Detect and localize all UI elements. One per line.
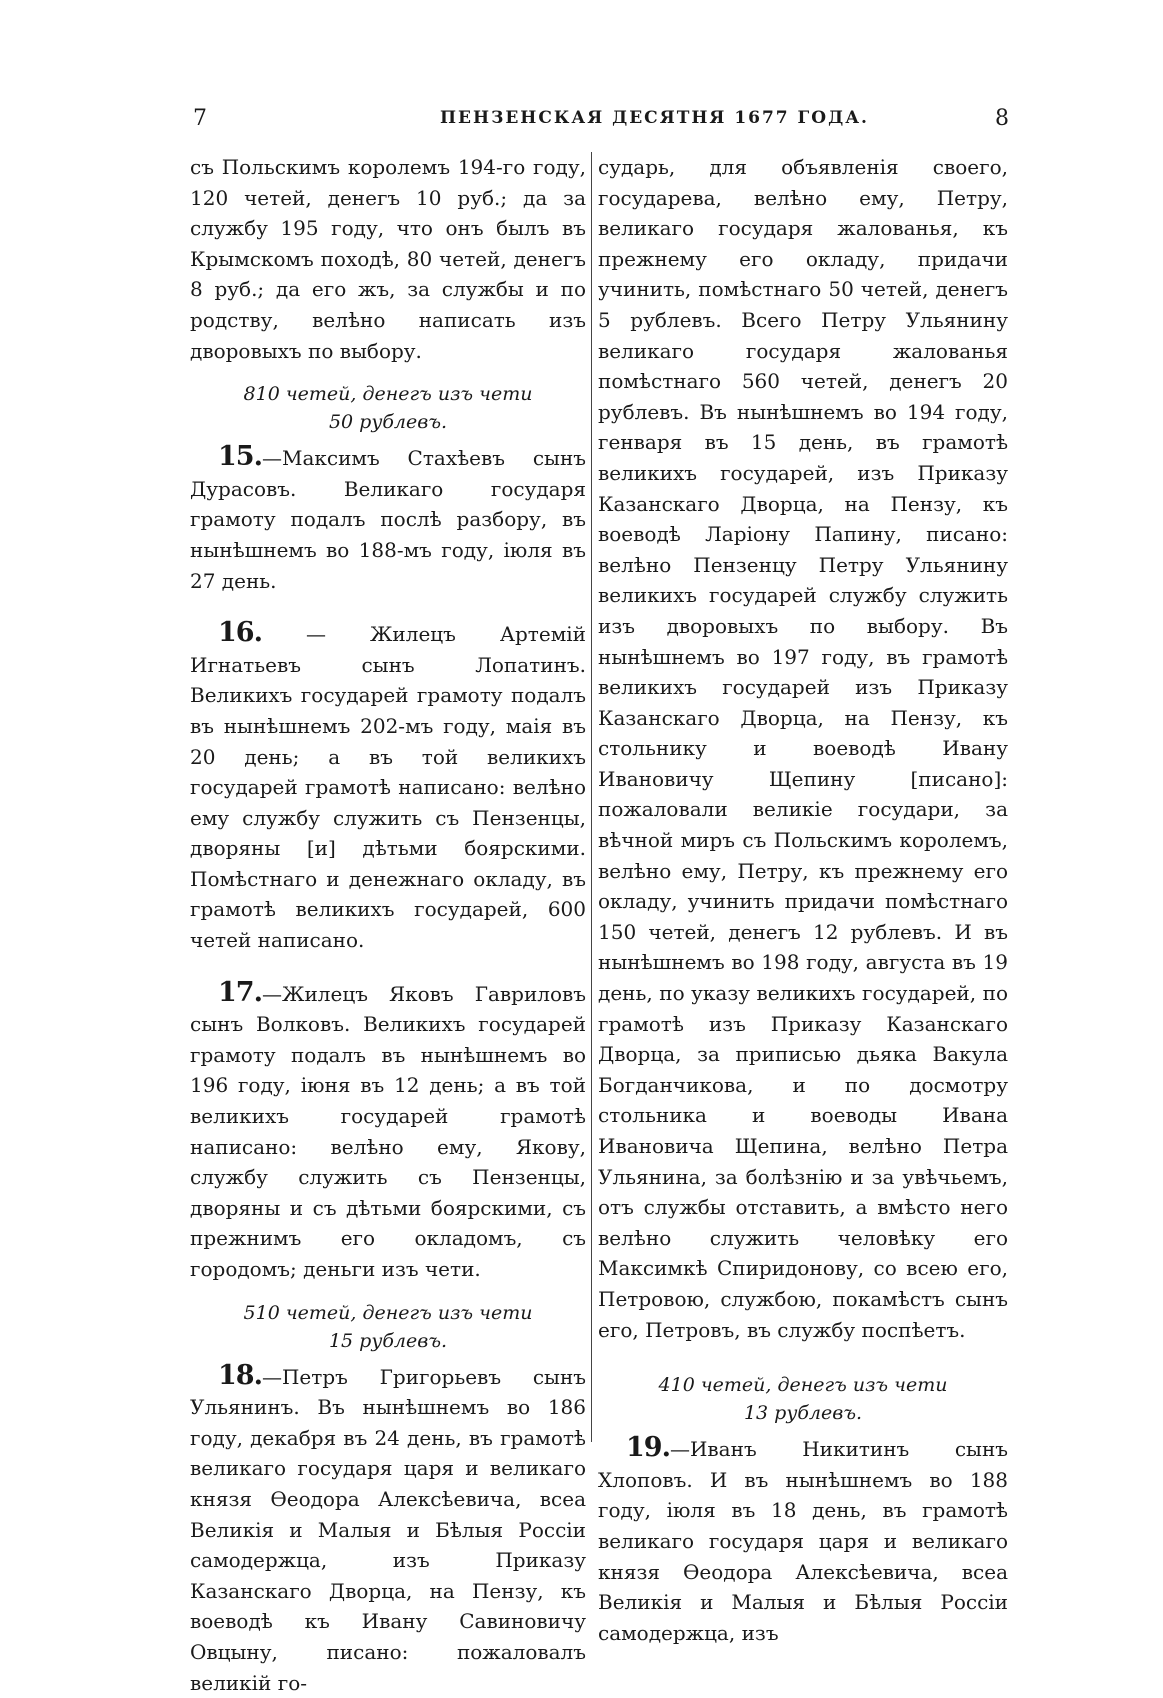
running-title: ПЕНЗЕНСКАЯ ДЕСЯТНЯ 1677 ГОДА. (440, 108, 869, 128)
entry-17 (190, 978, 586, 1285)
entry-19-text: —Иванъ Никитинъ сынъ Хлоповъ. И въ нынѣшнемъ во 188 году, іюля въ 18 день, въ грамотѣ великаго государя царя и великаго князя Ѳеодора Алексѣевича, всеа Великія и Малыя и Бѣлыя Россіи самодержца, изъ (598, 1437, 1008, 1645)
entry-17-number: 17. (218, 976, 262, 1008)
left-column (190, 152, 586, 1698)
spacer (190, 596, 586, 618)
entry-18-number: 18. (218, 1359, 262, 1391)
salary-note-3 (598, 1371, 1008, 1427)
right-page-number: 8 (995, 106, 1009, 131)
salary-note-3-line1: 410 четей, денегъ изъ чети (658, 1374, 948, 1397)
entry-16 (190, 618, 586, 956)
entry-16-text: — Жилецъ Артемій Игнатьевъ сынъ Лопатинъ. Великихъ государей грамоту подалъ въ нынѣшнемъ 202-мъ году, маія въ 20 день; а въ той великихъ государей грамотѣ написано: велѣно ему службу служить съ Пензенцы, дворяны [и] дѣтьми боярскими. Помѣстнаго и денежнаго окладу, въ грамотѣ великихъ государей, 600 четей написано. (190, 622, 586, 953)
entry-19 (598, 1433, 1008, 1648)
salary-note-2 (190, 1299, 586, 1355)
salary-note-1-line1: 810 четей, денегъ изъ чети (243, 383, 533, 406)
spacer (598, 1345, 1008, 1357)
entry-18 (190, 1361, 586, 1698)
right-column (598, 152, 1008, 1648)
entry-16-number: 16. (218, 617, 262, 649)
entry-17-text: —Жилецъ Яковъ Гавриловъ сынъ Волковъ. Великихъ государей грамоту подалъ въ нынѣшнемъ во 196 году, іюня въ 12 день; а въ той великихъ государей грамотѣ написано: велѣно ему, Якову, службу служить съ Пензенцы, дворяны и съ дѣтьми боярскими, съ прежнимъ его окладомъ, съ городомъ; деньги изъ чети. (190, 981, 586, 1281)
salary-note-2-line1: 510 четей, денегъ изъ чети (243, 1301, 533, 1324)
salary-note-1 (190, 380, 586, 436)
right-continuation-text: сударь, для объявленія своего, государева, велѣно ему, Петру, великаго государя жалованья, къ прежнему его окладу, придачи учинить, помѣстнаго 50 четей, денегъ 5 рублевъ. Всего Петру Ульянину великаго государя жалованья помѣстнаго 560 четей, денегъ 20 рублевъ. Въ нынѣшнемъ во 194 году, генваря въ 15 день, въ грамотѣ великихъ государей, изъ Приказу Казанскаго Дворца, на Пензу, къ воеводѣ Ларіону Папину, писано: велѣно Пензенцу Петру Ульянину великихъ государей службу служить изъ дворовыхъ по выбору. Въ нынѣшнемъ во 197 году, въ грамотѣ великихъ государей изъ Приказу Казанскаго Дворца, на Пензу, къ стольнику и воеводѣ Ивану Ивановичу Щепину [писано]: пожаловали великіе государи, за вѣчной миръ съ Польскимъ королемъ, велѣно ему, Петру, къ прежнему его окладу, учинить придачи помѣстнаго 150 четей, денегъ 12 рублевъ. И въ нынѣшнемъ во 198 году, августа въ 19 день, по указу великихъ государей, по грамотѣ изъ Приказу Казанскаго Дворца, за приписью дьяка Вакула Богданчикова, и по досмотру стольника и воеводы Ивана Ивановича Щепина, велѣно Петра Ульянина, за болѣзнію и за увѣчьемъ, отъ службы отставить, а вмѣсто него велѣно служить человѣку его Максимкѣ Спиридонову, со всею его, Петровою, службою, покамѣстъ сынъ его, Петровъ, въ службу поспѣетъ. (598, 155, 1008, 1342)
entry-18-text: —Петръ Григорьевъ сынъ Ульянинъ. Въ нынѣшнемъ во 186 году, декабря въ 24 день, въ грамотѣ великаго государя царя и великаго князя Ѳеодора Алексѣевича, всеа Великія и Малыя и Бѣлыя Россіи самодержца, изъ Приказу Казанскаго Дворца, на Пензу, къ воеводѣ къ Ивану Савиновичу Овцыну, писано: пожаловалъ великій го- (190, 1364, 586, 1695)
left-continuation-text: съ Польскимъ королемъ 194-го году, 120 четей, денегъ 10 руб.; да за службу 195 году, что онъ былъ въ Крымскомъ походѣ, 80 четей, денегъ 8 руб.; да его жъ, за службы и по родству, велѣно написать изъ дворовыхъ по выбору. (190, 155, 586, 363)
salary-note-3-line2: 13 рублевъ. (743, 1402, 863, 1425)
spacer (190, 956, 586, 978)
entry-19-number: 19. (626, 1432, 670, 1464)
entry-15 (190, 442, 586, 596)
page-header (0, 106, 1163, 136)
salary-note-1-line2: 50 рублевъ. (328, 411, 448, 434)
entry-15-text: —Максимъ Стахѣевъ сынъ Дурасовъ. Великаго государя грамоту подалъ послѣ разбору, въ нынѣшнемъ во 188-мъ году, іюля въ 27 день. (190, 446, 586, 593)
left-page-number: 7 (193, 106, 207, 131)
column-divider (591, 152, 592, 1442)
salary-note-2-line2: 15 рублевъ. (328, 1329, 448, 1352)
entry-15-number: 15. (218, 441, 262, 473)
